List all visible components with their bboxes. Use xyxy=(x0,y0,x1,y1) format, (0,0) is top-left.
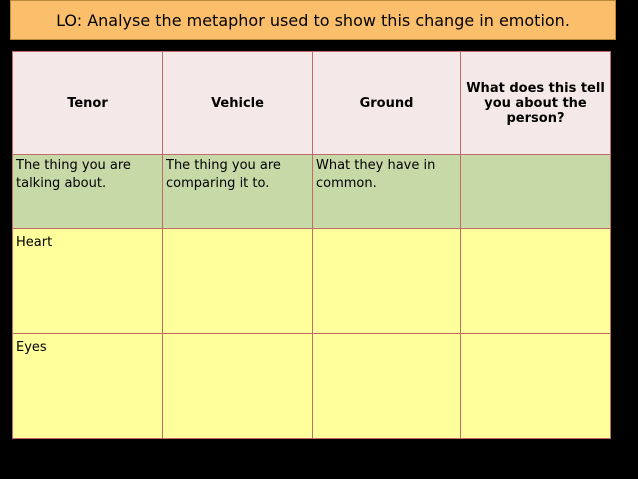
metaphor-table-container xyxy=(12,51,610,438)
header-vehicle: Vehicle xyxy=(163,52,313,155)
cell-eyes-vehicle xyxy=(163,334,313,439)
header-ground: Ground xyxy=(313,52,461,155)
cell-heart-ground xyxy=(313,229,461,334)
table-row-eyes xyxy=(13,334,611,439)
cell-eyes-ground xyxy=(313,334,461,439)
learning-objective-text: LO: Analyse the metaphor used to show this change in emotion. xyxy=(56,10,570,30)
header-meaning: What does this tell you about the person? xyxy=(461,52,611,155)
cell-heart-vehicle xyxy=(163,229,313,334)
description-ground: What they have in common. xyxy=(313,155,461,229)
table-description-row xyxy=(13,155,611,229)
cell-eyes-meaning xyxy=(461,334,611,439)
header-tenor: Tenor xyxy=(13,52,163,155)
cell-heart-tenor: Heart xyxy=(13,229,163,334)
description-vehicle: The thing you are comparing it to. xyxy=(163,155,313,229)
metaphor-table xyxy=(12,51,611,439)
description-tenor: The thing you are talking about. xyxy=(13,155,163,229)
description-meaning xyxy=(461,155,611,229)
cell-heart-meaning xyxy=(461,229,611,334)
table-header-row xyxy=(13,52,611,155)
table-row-heart xyxy=(13,229,611,334)
cell-eyes-tenor: Eyes xyxy=(13,334,163,439)
learning-objective-banner xyxy=(10,0,616,40)
